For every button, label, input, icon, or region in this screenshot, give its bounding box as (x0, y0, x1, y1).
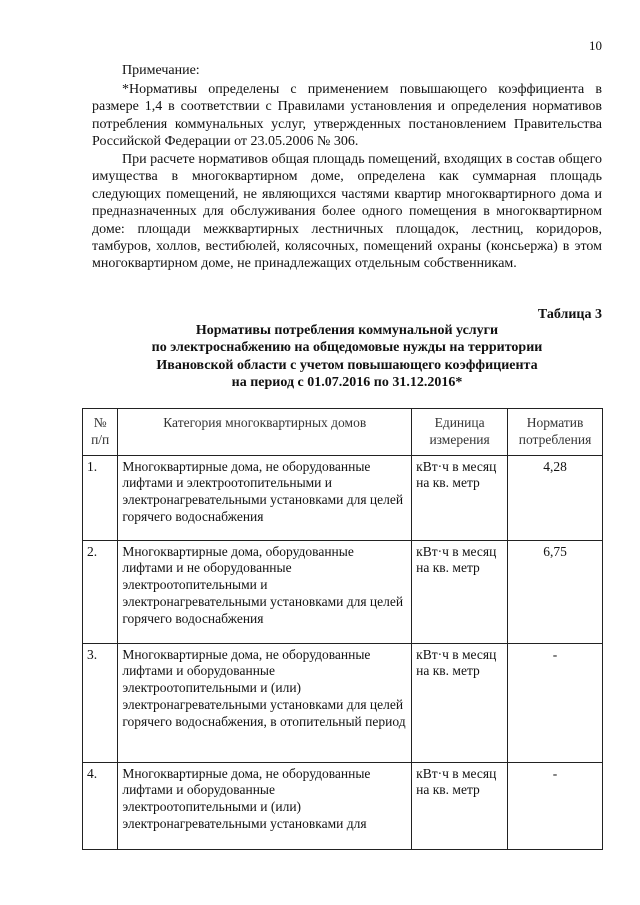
row-norm: 4,28 (508, 455, 603, 540)
row-unit: кВт·ч в месяц на кв. метр (412, 455, 508, 540)
row-unit: кВт·ч в месяц на кв. метр (412, 540, 508, 643)
row-norm: - (508, 762, 603, 849)
row-category: Многоквартирные дома, не оборудованные лифтами и электроотопительными и электронагревательными установками для целей горячего водоснабжения (118, 455, 412, 540)
header-norm: Норматив потребления (508, 409, 603, 456)
row-num: 1. (83, 455, 118, 540)
table-row (83, 455, 603, 540)
header-category: Категория многоквартирных домов (118, 409, 412, 456)
row-unit: кВт·ч в месяц на кв. метр (412, 643, 508, 762)
row-num: 3. (83, 643, 118, 762)
norms-table (82, 408, 603, 850)
row-unit: кВт·ч в месяц на кв. метр (412, 762, 508, 849)
table-title (92, 322, 602, 392)
table-title-line: Нормативы потребления коммунальной услуги (195, 323, 499, 338)
row-category: Многоквартирные дома, не оборудованные лифтами и оборудованные электроотопительными и (или) электронагревательными установками для (118, 762, 412, 849)
row-norm: - (508, 643, 603, 762)
table-title-line: по электроснабжению на общедомовые нужды на территории (151, 340, 543, 356)
header-num: № п/п (83, 409, 118, 456)
note-label: Примечание: (122, 63, 200, 78)
note-paragraph-coefficient: *Нормативы определены с применением повышающего коэффициента в размере 1,4 в соответствии с Правилами установления и определения нормативов потребления коммунальных услуг, утвержденных постановлением Правительства Российской Федерации от 23.05.2006 № 306. (92, 82, 602, 150)
table-row (83, 540, 603, 643)
row-num: 4. (83, 762, 118, 849)
row-num: 2. (83, 540, 118, 643)
table-title-line: Ивановской области с учетом повышающего коэффициента (156, 357, 538, 373)
table-label: Таблица 3 (537, 307, 602, 322)
row-category: Многоквартирные дома, не оборудованные лифтами и оборудованные электроотопительными и (или) электронагревательными установками для целей горячего водоснабжения, в отопительный период (118, 643, 412, 762)
table-row (83, 762, 603, 849)
header-unit: Единица измерения (412, 409, 508, 456)
table-title-line: на период с 01.07.2016 по 31.12.2016* (231, 375, 463, 391)
table-row (83, 643, 603, 762)
row-norm: 6,75 (508, 540, 603, 643)
row-category: Многоквартирные дома, оборудованные лифтами и не оборудованные электроотопительными и электронагревательными установками для целей горячего водоснабжения (118, 540, 412, 643)
table-header-row (83, 409, 603, 456)
page-number: 10 (589, 38, 602, 53)
note-paragraph-area: При расчете нормативов общая площадь помещений, входящих в состав общего имущества в многоквартирном доме, определена как суммарная площадь следующих помещений, не являющихся частями квартир многоквартирного дома и предназначенных для обслуживания более одного помещения в многоквартирном доме: площади межквартирных лестничных площадок, лестниц, коридоров, тамбуров, холлов, вестибюлей, колясочных, помещений охраны (консьержа) в этом многоквартирном доме, не принадлежащих отдельным собственникам. (92, 152, 602, 272)
